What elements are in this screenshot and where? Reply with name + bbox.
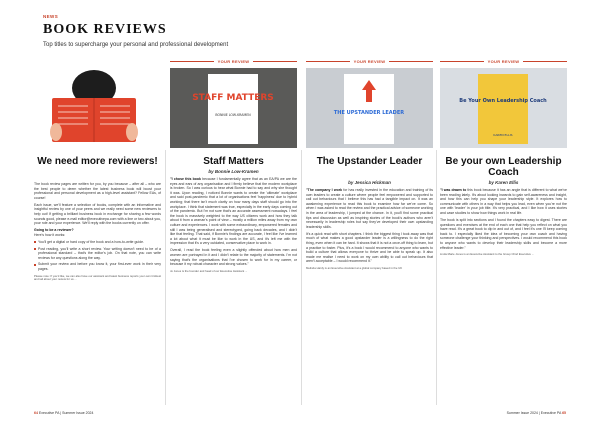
page-header [0,0,600,54]
paragraph: because I fundamentally agree that as an EA/PA we are the eyes and ears of any organisation and I firmly believe that the modern workplace is broken. So I was curious to hear what Bonnie had to say and why she thought it was. Upon reading, I noticed Bonnie wants to create the 'ultimate' workplace and said post-pandemic that a lot of organisations feel 'happiness' due to hybrid working; that there isn't much clarity on how many days staff should go into the workplace. I think that statement was true, especially in the early days coming out of the pandemic. But I'm not sure that's an accurate assessment nowadays. I feel the book is massively weighted to the way US citizens work and how they talk about it from a woman's point of view – mostly a million miles away from my own culture and experiences. I work with some extraordinary, empowered females and still I was being generalised and stereotyped, going back decades, and I didn't like that feeling. That said, if Bonnie's findings are accurate, I feel like I've learned a lot about what it must be like to work in the US, and it's left me with the impression that it's a very outdated, conservative place to work in. [170,177,297,246]
page-number: 64 [34,411,38,415]
paragraph: It's a quick read with short chapters. I think the biggest thing I took away was that much of what makes a good upstander leader is a willingness to do the right thing, even when it can be hard. It shows that it is not a once-off thing to learn, but a practice to foster. Plus, it's a book I would recommend to anyone who wants to build a culture that allows everyone to thrive and be able to speak up. It also made me realise I need to work on my own ability to call out behaviours that aren't acceptable – I would recommend it." [306,231,433,264]
cover-author: KAREN ELLIS [493,133,513,137]
col1-body [34,182,161,282]
footer-left [34,411,93,415]
list-item: You'll get a digital or hard copy of the book and a how-to-write guide. [34,240,161,245]
fine-print: Please note: If you'd like, we can also have our assistant and latest business reports your own trickiest and tail about your review for us ... [34,273,161,282]
paragraph: The book is split into sections and I found the chapters easy to digest. There are questions and exercises at the end of each one that help you reflect on what you have read. It's a great book to dip in and out of, and I feel it's one I'll keep coming back to. I especially liked the idea of becoming your own coach and having someone challenge your thinking and perspectives. I would recommend this book to anyone who wants to develop their leadership skills and become a more effective leader." [440,218,567,250]
paragraph: this book because it has an angle that is different to what we've been reading lately. It's about looking inwards to gain self-awareness and insight, and how this can help you shape your leadership style. It explores how to communicate with others in a way that helps you lead, even when you're not the one with 'leader' in your job title. It's very practical, and I like how it uses stories and case studies to show how things work in real life. [440,188,567,215]
lead-quote: "The company I work [306,188,343,192]
paragraph: The book review pages are written for you, by you because – after all – who are the best people to deem whether the latest business book will boost your professional and personal development as a high-level assistant? Fellow EAs, of course! [34,182,161,200]
cover-title: STAFF MATTERS [192,93,274,103]
footer-right [507,411,566,415]
list-item: Submit your review and before you know it, your first-ever work in their very pages. [34,262,161,271]
col4-body [440,188,567,257]
paragraph: Overall, I read the book feeling even a slightly offended about how men and women are portrayed in it and I didn't relate to the majority of statements. I'm not saying that's the organisations that I've chosen to work for in my career, or because it my robust character and strong values." [170,248,297,267]
your-review-label: YOUR REVIEW [306,57,433,66]
col3-body [306,188,433,271]
page-number: 65 [562,411,566,415]
col1-heading: We need more reviewers! [37,156,158,167]
col2-author: by Bonnie Low-Kramen [208,169,259,174]
subheading: Going to be a reviewer? [34,228,74,233]
footer-text: Executive PA | Summer Issue 2024 [38,411,94,415]
lead-quote: "I was drawn to [440,188,467,192]
reviewer-bio: Jo Jones is the founder and head of our Executive Assistant ... [170,268,248,273]
your-review-label: YOUR REVIEW [170,57,297,66]
cover-title: Be Your Own Leadership Coach [459,98,547,104]
reviewer-bio: Melinda Hardy is an Executive Assistant at a global company based in the UK [306,266,403,270]
col4-heading: Be your own Leadership Coach [445,156,562,178]
col2-heading: Staff Matters [203,156,264,167]
column-divider [436,150,437,405]
column-divider [301,150,302,405]
paragraph: Each issue, we'll feature a selection of books, complete with an informative and insightful review by one of your peers and we really need some new reviewers to help out! If getting a brilliant business book in exchange for sharing a few words sounds good, please e-mail editor@executivepa.com with a line or two about you, your role and your experience. We'll reply with the books currently on offer. [34,202,161,226]
footer-text: Summer Issue 2024 | Executive PA [506,411,562,415]
section-label: NEWS [43,14,59,19]
col2-body [170,177,297,273]
steps-list [34,240,161,272]
col4-author: by Karen Ellis [488,180,519,185]
page-title: BOOK REVIEWS [43,22,167,37]
paragraph: for has really invested in the education and training of its own leaders to create a culture where people feel empowered and supported to call out behaviours that I believe this has had a tangible impact on. It was an awakening experience to read this book to examine how far we've come. So when I was asked to read the review and the practical advice of someone working in the area of leadership, I jumped at the chance. In it, you'll find some practical tips and discussion as well as inspiring stories of the book's authors who aren't necessarily in leadership roles but say they've developed their own upstanding leadership skills. [306,188,433,229]
reader-illustration [34,68,161,148]
col3-author: by Jessica Hickman [348,180,391,185]
your-review-label: YOUR REVIEW [440,57,567,66]
column-divider [165,150,166,405]
cover-author: BONNIE LOW-KRAMEN [215,113,251,117]
upstander-leader-cover [306,68,433,148]
staff-matters-cover [170,68,297,148]
col3-heading: The Upstander Leader [316,156,423,167]
page-subtitle: Top titles to supercharge your personal and professional development [43,42,229,48]
cover-title: THE UPSTANDER LEADER [333,110,405,116]
leadership-coach-cover [440,68,567,148]
subheading-2: Here's how it works: [34,232,66,237]
lead-quote: "I chose this book [170,177,201,181]
list-item: Post reading, you'll write a short review. Your writing doesn't need to be of a professional standard – that's the editor's job. On that note, you can write reviews for any questions along the way. [34,247,161,261]
reviewer-bio: Linda Marie Jones is an Executive Assistant to the Group Chief Executive ... [440,252,535,257]
